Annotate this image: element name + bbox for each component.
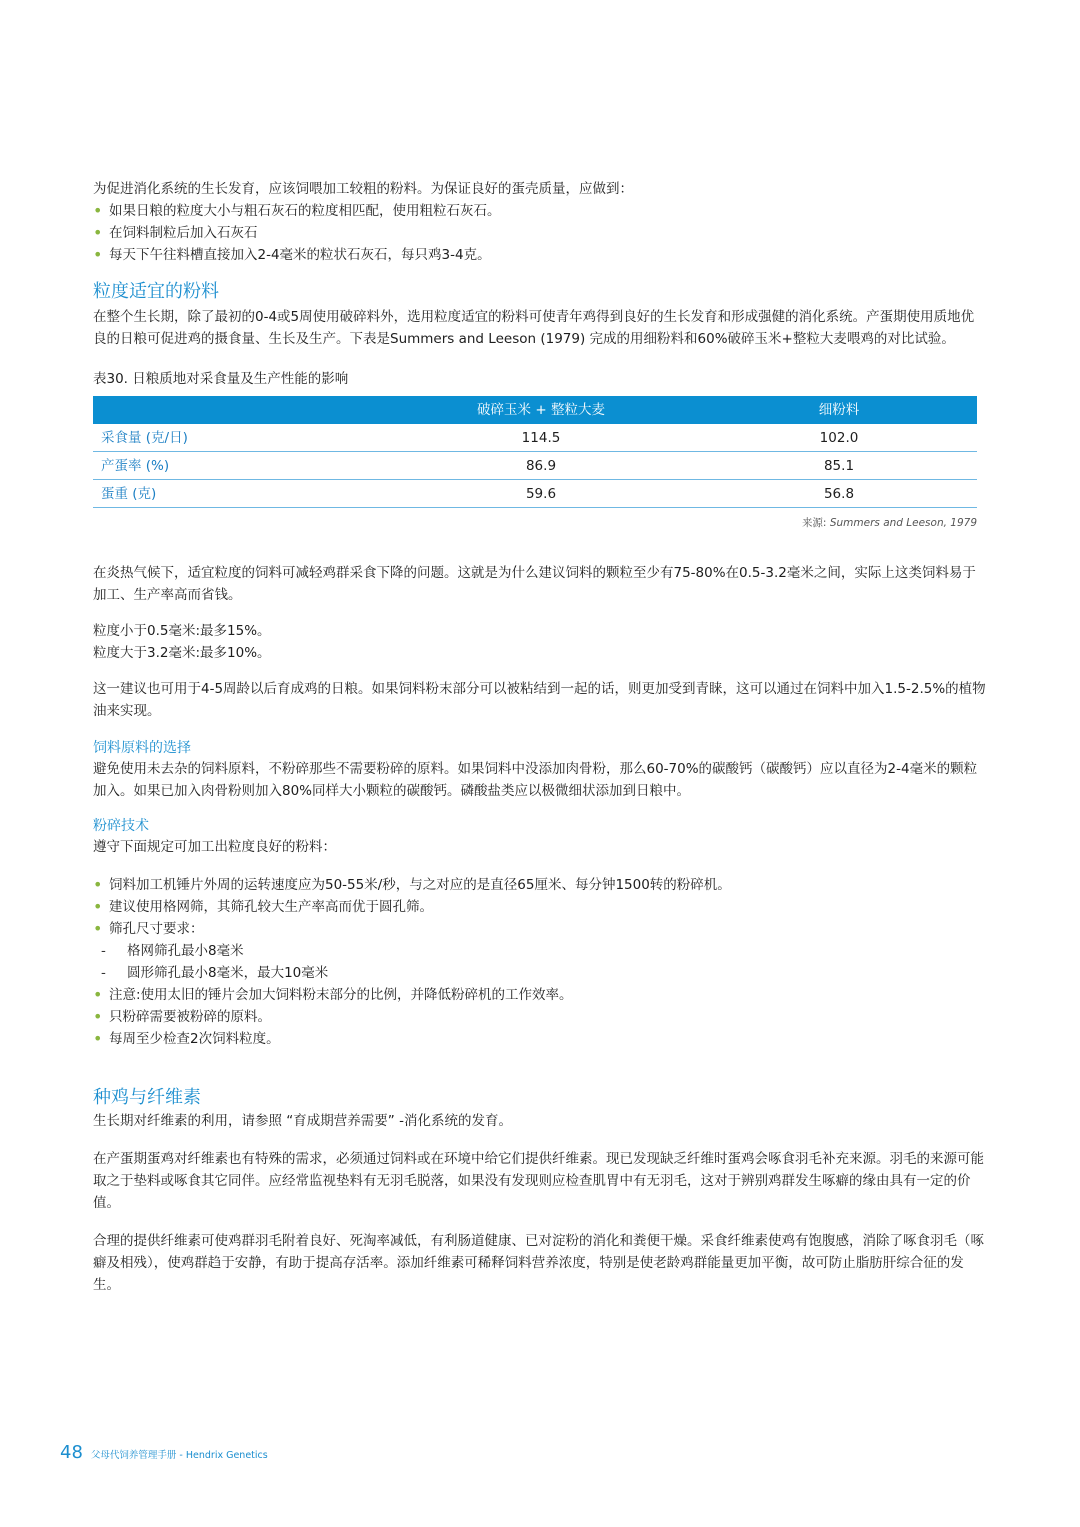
intro-text: 为促进消化系统的生长发育，应该饲喂加工较粗的粉料。为保证良好的蛋壳质量，应做到： bbox=[93, 181, 633, 197]
list-item: • 筛孔尺寸要求： bbox=[93, 919, 204, 938]
fiber-paragraph-2: 在产蛋期蛋鸡对纤维素也有特殊的需求，必须通过饲料或在环境中给它们提供纤维素。现已发现缺乏纤维时蛋鸡会啄食羽毛补充来源。羽毛的来源可能取之于垫料或啄食其它同伴。应经常监视垫料有无羽毛脱落，如果没有发现则应检查肌胃中有无羽毛，这对于辨别鸡群发生啄癖的缘由具有一定的价值。 bbox=[93, 1151, 984, 1211]
table-row bbox=[93, 452, 977, 480]
subsection-title-raw-materials: 饲料原料的选择 bbox=[93, 740, 191, 756]
bullet-icon: • bbox=[93, 985, 103, 1004]
list-item: • 注意:使用太旧的锤片会加大饲料粉末部分的比例，并降低粉碎机的工作效率。 bbox=[93, 985, 573, 1004]
table-header-cell: 细粉料 bbox=[701, 396, 977, 424]
bullet-icon: • bbox=[93, 875, 103, 894]
table-cell: 56.8 bbox=[701, 480, 977, 508]
table-header-cell bbox=[93, 396, 381, 424]
table-row bbox=[93, 480, 977, 508]
page-number: 48 bbox=[60, 1442, 83, 1463]
table-cell: 102.0 bbox=[701, 424, 977, 452]
bullet-icon: • bbox=[93, 223, 103, 242]
table-source: 来源: Summers and Leeson, 1979 bbox=[801, 517, 977, 529]
raw-materials-text: 避免使用未去杂的饲料原料，不粉碎那些不需要粉碎的原料。如果饲料中没添加肉骨粉，那么60-70%的碳酸钙（碳酸钙）应以直径为2-4毫米的颗粒加入。如果已加入肉骨粉则加入80%同样大小颗粒的碳酸钙。磷酸盐类应以极微细状添加到日粮中。 bbox=[93, 761, 978, 799]
row-label: 蛋重 (克) bbox=[93, 480, 381, 508]
dash-icon: - bbox=[101, 943, 106, 959]
list-item: • 建议使用格网筛，其筛孔较大生产率高而优于圆孔筛。 bbox=[93, 897, 433, 916]
row-label: 产蛋率 (%) bbox=[93, 452, 381, 480]
page-content bbox=[93, 178, 986, 1296]
limit-small: 粒度小于0.5毫米:最多15%。 bbox=[93, 623, 271, 639]
bullet-icon: • bbox=[93, 1007, 103, 1026]
list-item: • 在饲料制粒后加入石灰石 bbox=[93, 223, 258, 242]
list-item: • 饲料加工机锤片外周的运转速度应为50-55米/秒，与之对应的是直径65厘米、每分钟1500转的粉碎机。 bbox=[93, 875, 731, 894]
fiber-paragraph-3: 合理的提供纤维素可使鸡群羽毛附着良好、死淘率减低，有利肠道健康、已对淀粉的消化和粪便干燥。采食纤维素使鸡有饱腹感，消除了啄食羽毛（啄癖及相残），使鸡群趋于安静，有助于提高存活率。添加纤维素可稀释饲料营养浓度，特别是使老龄鸡群能量更加平衡，故可防止脂肪肝综合征的发生。 bbox=[93, 1233, 984, 1293]
list-item: • 每周至少检查2次饲料粒度。 bbox=[93, 1029, 280, 1048]
table-cell: 114.5 bbox=[381, 424, 701, 452]
sub-list-item: - 圆形筛孔最小8毫米，最大10毫米 bbox=[93, 962, 986, 984]
list-item: • 如果日粮的粒度大小与粗石灰石的粒度相匹配，使用粗粒石灰石。 bbox=[93, 201, 501, 220]
bullet-icon: • bbox=[93, 1029, 103, 1048]
page-footer bbox=[60, 1442, 268, 1467]
list-item: • 每天下午往料槽直接加入2-4毫米的粒状石灰石，每只鸡3-4克。 bbox=[93, 245, 491, 264]
bullet-icon: • bbox=[93, 201, 103, 220]
limit-large: 粒度大于3.2毫米:最多10%。 bbox=[93, 645, 271, 661]
table-caption: 表30. 日粮质地对采食量及生产性能的影响 bbox=[93, 371, 349, 387]
list-item: • 只粉碎需要被粉碎的原料。 bbox=[93, 1007, 271, 1026]
section-title-fiber: 种鸡与纤维素 bbox=[93, 1087, 201, 1108]
comparison-table bbox=[93, 396, 977, 508]
bullet-icon: • bbox=[93, 897, 103, 916]
dash-icon: - bbox=[101, 965, 106, 981]
paragraph-grower-diet: 这一建议也可用于4-5周龄以后育成鸡的日粮。如果饲料粉末部分可以被粘结到一起的话，则更加受到青睐，这可以通过在饲料中加入1.5-2.5%的植物油来实现。 bbox=[93, 681, 986, 719]
section-paragraph: 在整个生长期，除了最初的0-4或5周使用破碎料外，选用粒度适宜的粉料可使青年鸡得到良好的生长发育和形成强健的消化系统。产蛋期使用质地优良的日粮可促进鸡的摄食量、生长及生产。下表是Summers and Leeson (1979) 完成的用细粉料和60%破碎玉米+整粒大麦喂鸡的对比试验。 bbox=[93, 309, 975, 347]
row-label: 采食量 (克/日) bbox=[93, 424, 381, 452]
table-cell: 59.6 bbox=[381, 480, 701, 508]
grinding-intro: 遵守下面规定可加工出粒度良好的粉料： bbox=[93, 839, 336, 855]
table-header-row bbox=[93, 396, 977, 424]
table-header-cell: 破碎玉米 + 整粒大麦 bbox=[381, 396, 701, 424]
bullet-icon: • bbox=[93, 919, 103, 938]
table-cell: 86.9 bbox=[381, 452, 701, 480]
intro-bullets bbox=[93, 200, 986, 266]
table-cell: 85.1 bbox=[701, 452, 977, 480]
table-row bbox=[93, 424, 977, 452]
subsection-title-grinding: 粉碎技术 bbox=[93, 818, 149, 834]
footer-text: 父母代饲养管理手册 - Hendrix Genetics bbox=[90, 1450, 268, 1461]
paragraph-hot-climate: 在炎热气候下，适宜粒度的饲料可减轻鸡群采食下降的问题。这就是为什么建议饲料的颗粒至少有75-80%在0.5-3.2毫米之间，实际上这类饲料易于加工、生产率高而省钱。 bbox=[93, 565, 976, 603]
section-title-granularity: 粒度适宜的粉料 bbox=[93, 281, 219, 302]
sub-list-item: - 格网筛孔最小8毫米 bbox=[93, 940, 986, 962]
grinding-bullets bbox=[93, 874, 986, 1050]
fiber-paragraph-1: 生长期对纤维素的利用，请参照 “育成期营养需要” -消化系统的发育。 bbox=[93, 1113, 512, 1129]
bullet-icon: • bbox=[93, 245, 103, 264]
